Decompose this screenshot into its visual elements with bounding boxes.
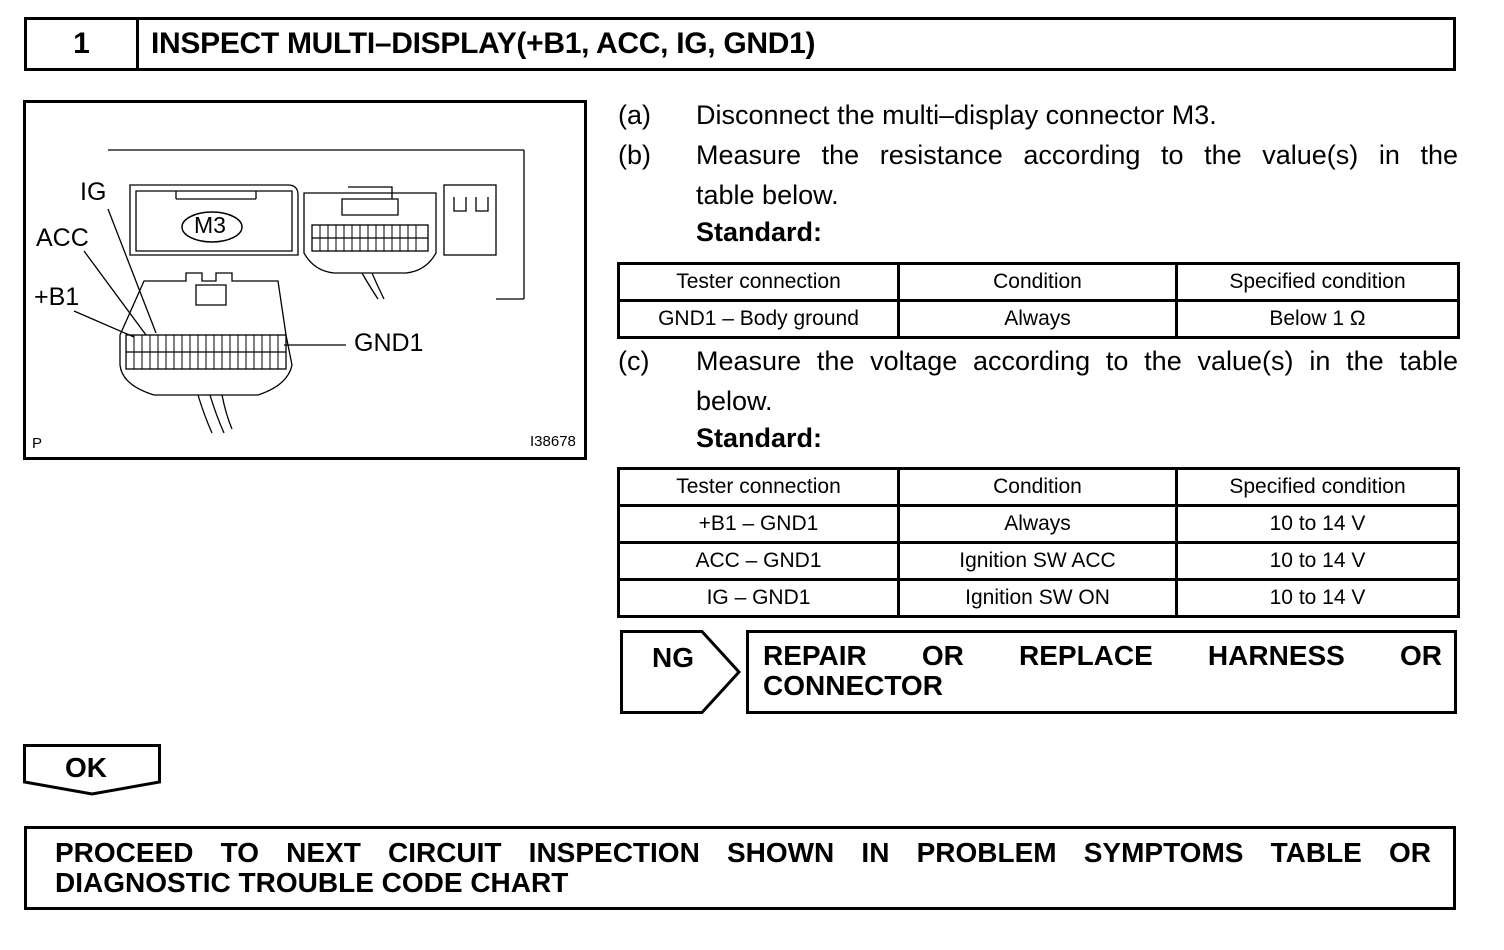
table-row [619,543,1459,580]
gnd1-pin-label: GND1 [354,329,424,357]
standard-label-b: Standard: [696,217,823,247]
header-tester-connection: Tester connection [619,264,899,301]
step-number: 1 [27,20,139,68]
header-specified-condition: Specified condition [1177,469,1459,506]
ok-result-arrow [23,744,161,796]
cell-condition: Ignition SW ACC [899,543,1177,580]
resistance-table [617,262,1460,339]
connector-drawing [26,103,587,460]
step-header [24,17,1456,71]
cell-specified-condition: 10 to 14 V [1177,580,1459,617]
m3-connector-label: M3 [194,212,226,238]
next-action-line2: DIAGNOSTIC TROUBLE CODE CHART [55,867,569,898]
ng-action-line2: CONNECTOR [763,670,943,701]
b1-pin-label: +B1 [34,283,80,311]
step-c-letter: (c) [618,346,650,376]
cell-tester-connection: +B1 – GND1 [619,506,899,543]
next-action-box [24,826,1456,910]
ng-action-line1: REPAIR OR REPLACE HARNESS OR [763,640,1442,671]
ig-pin-label: IG [80,178,107,206]
cell-tester-connection: IG – GND1 [619,580,899,617]
table-row [619,580,1459,617]
step-b-text-line1: Measure the resistance according to the value(s) in the [696,140,1458,170]
header-tester-connection: Tester connection [619,469,899,506]
table-header-row [619,469,1459,506]
acc-pin-label: ACC [36,224,89,252]
voltage-table [617,467,1460,618]
cell-tester-connection: GND1 – Body ground [619,301,899,338]
step-b-letter: (b) [618,140,651,170]
figure-id: I38678 [530,433,576,450]
next-action-line1: PROCEED TO NEXT CIRCUIT INSPECTION SHOWN IN PROBLEM SYMPTOMS TABLE OR [55,837,1431,868]
header-specified-condition: Specified condition [1177,264,1459,301]
cell-specified-condition: 10 to 14 V [1177,543,1459,580]
ok-label: OK [65,752,107,783]
header-condition: Condition [899,469,1177,506]
table-header-row [619,264,1459,301]
cell-specified-condition: 10 to 14 V [1177,506,1459,543]
step-title: INSPECT MULTI–DISPLAY(+B1, ACC, IG, GND1) [151,27,816,60]
cell-specified-condition: Below 1 Ω [1177,301,1459,338]
ng-result-arrow [620,630,742,714]
cell-condition: Ignition SW ON [899,580,1177,617]
corner-code: P [32,435,43,452]
step-c-text-line1: Measure the voltage according to the value(s) in the table [696,346,1458,376]
step-b-text-line2: table below. [696,180,839,210]
cell-condition: Always [899,506,1177,543]
ng-label: NG [652,642,694,673]
ng-action-box [746,630,1457,714]
header-condition: Condition [899,264,1177,301]
table-row [619,506,1459,543]
table-row [619,301,1459,338]
connector-illustration [23,100,587,460]
cell-tester-connection: ACC – GND1 [619,543,899,580]
step-c-text-line2: below. [696,386,773,416]
step-a-letter: (a) [618,100,651,130]
standard-label-c: Standard: [696,423,823,453]
cell-condition: Always [899,301,1177,338]
step-a-text: Disconnect the multi–display connector M3. [696,100,1217,130]
